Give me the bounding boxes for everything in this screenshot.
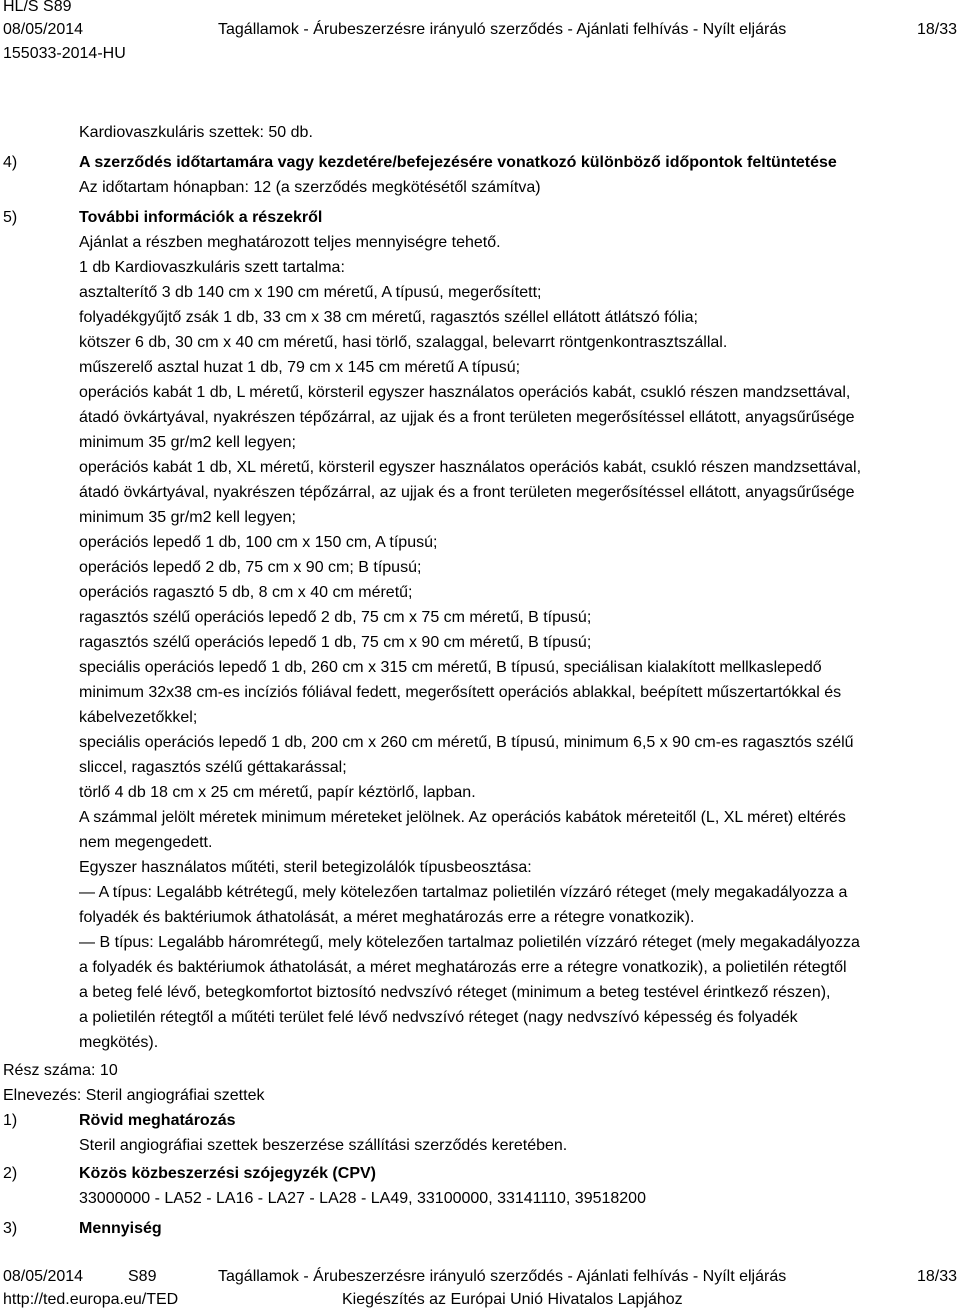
text-line: asztalterítő 3 db 140 cm x 190 cm méretű, A típusú, megerősített; (79, 284, 542, 301)
header-notice-id: 155033-2014-HU (3, 45, 126, 62)
text-line: nem megengedett. (79, 834, 213, 851)
text-line: operációs ragasztó 5 db, 8 cm x 40 cm méretű; (79, 584, 413, 601)
text-line: a folyadék és baktériumok áthatolását, a méret meghatározás erre a rétegre vonatkozik), a polietilén rétegtől (79, 959, 847, 976)
text-line: Kardiovaszkuláris szettek: 50 db. (79, 124, 313, 141)
section-number: 3) (3, 1220, 18, 1237)
text-line: folyadékgyűjtő zsák 1 db, 33 cm x 38 cm méretű, ragasztós széllel ellátott átlátszó fólia; (79, 309, 698, 326)
header-code: HL/S S89 (3, 0, 72, 15)
section-heading: A szerződés időtartamára vagy kezdetére/befejezésére vonatkozó különböző időpontok feltüntetése (79, 154, 837, 171)
text-line: speciális operációs lepedő 1 db, 260 cm x 315 cm méretű, B típusú, speciálisan kialakított mellkaslepedő (79, 659, 822, 676)
text-line: A számmal jelölt méretek minimum méreteket jelölnek. Az operációs kabátok méreteitől (L, XL méret) eltérés (79, 809, 846, 826)
text-line: Steril angiográfiai szettek beszerzése szállítási szerződés keretében. (79, 1137, 568, 1154)
text-line: operációs kabát 1 db, XL méretű, körsteril egyszer használatos operációs kabát, csukló részen mandzsettával, (79, 459, 862, 476)
header-date: 08/05/2014 (3, 21, 84, 38)
footer-date: 08/05/2014 (3, 1268, 84, 1285)
text-line: 33000000 - LA52 - LA16 - LA27 - LA28 - LA49, 33100000, 33141110, 39518200 (79, 1190, 646, 1207)
text-line: — B típus: Legalább háromrétegű, mely kötelezően tartalmaz polietilén vízzáró réteget (mely megakadályozza (79, 934, 860, 951)
text-line: operációs kabát 1 db, L méretű, körsteril egyszer használatos operációs kabát, csukló részen mandzsettával, (79, 384, 851, 401)
text-line: megkötés). (79, 1034, 159, 1051)
section-heading: Közös közbeszerzési szójegyzék (CPV) (79, 1165, 376, 1182)
text-line: átadó övkártyával, nyakrészen tépőzárral, az ujjak és a front területen megerősítéssel ellátott, anyagsűrűsége (79, 484, 855, 501)
text-line: átadó övkártyával, nyakrészen tépőzárral, az ujjak és a front területen megerősítéssel ellátott, anyagsűrűsége (79, 409, 855, 426)
text-line: — A típus: Legalább kétrétegű, mely kötelezően tartalmaz polietilén vízzáró réteget (mely megakadályozza a (79, 884, 848, 901)
text-line: ragasztós szélű operációs lepedő 2 db, 75 cm x 75 cm méretű, B típusú; (79, 609, 592, 626)
section-number: 1) (3, 1112, 18, 1129)
text-line: minimum 35 gr/m2 kell legyen; (79, 509, 296, 526)
text-line: folyadék és baktériumok áthatolását, a méret meghatározás erre a rétegre vonatkozik). (79, 909, 695, 926)
text-line: Ajánlat a részben meghatározott teljes mennyiségre tehető. (79, 234, 501, 251)
text-line: speciális operációs lepedő 1 db, 200 cm x 260 cm méretű, B típusú, minimum 6,5 x 90 cm-es ragasztós szélű (79, 734, 854, 751)
header-page-number: 18/33 (916, 21, 957, 38)
footer-title: Tagállamok - Árubeszerzésre irányuló szerződés - Ajánlati felhívás - Nyílt eljárás (218, 1268, 787, 1285)
text-line: 1 db Kardiovaszkuláris szett tartalma: (79, 259, 345, 276)
part-number: Rész száma: 10 (3, 1062, 118, 1079)
text-line: Az időtartam hónapban: 12 (a szerződés megkötésétől számítva) (79, 179, 541, 196)
text-line: Egyszer használatos műtéti, steril betegizolálók típusbeosztása: (79, 859, 532, 876)
section-heading: További információk a részekről (79, 209, 323, 226)
footer-url: http://ted.europa.eu/TED (3, 1291, 179, 1308)
part-name: Elnevezés: Steril angiográfiai szettek (3, 1087, 265, 1104)
footer-code: S89 (128, 1268, 157, 1285)
text-line: a beteg felé lévő, betegkomfortot biztosító nedvszívó réteget (minimum a beteg testével érintkező részen), (79, 984, 831, 1001)
section-heading: Rövid meghatározás (79, 1112, 236, 1129)
text-line: ragasztós szélű operációs lepedő 1 db, 75 cm x 90 cm méretű, B típusú; (79, 634, 592, 651)
text-line: operációs lepedő 2 db, 75 cm x 90 cm; B típusú; (79, 559, 422, 576)
text-line: a polietilén rétegtől a műtéti terület felé lévő nedvszívó réteget (nagy nedvszívó képesség és folyadék (79, 1009, 798, 1026)
text-line: kábelvezetőkkel; (79, 709, 198, 726)
text-line: minimum 32x38 cm-es incíziós fóliával fedett, megerősített operációs ablakkal, beépített műszertartókkal és (79, 684, 842, 701)
footer-publisher: Kiegészítés az Európai Unió Hivatalos Lapjához (342, 1291, 683, 1308)
section-number: 4) (3, 154, 18, 171)
section-number: 5) (3, 209, 18, 226)
text-line: műszerelő asztal huzat 1 db, 79 cm x 145 cm méretű A típusú; (79, 359, 521, 376)
text-line: minimum 35 gr/m2 kell legyen; (79, 434, 296, 451)
text-line: sliccel, ragasztós szélű géttakarással; (79, 759, 347, 776)
section-number: 2) (3, 1165, 18, 1182)
text-line: törlő 4 db 18 cm x 25 cm méretű, papír kéztörlő, lapban. (79, 784, 476, 801)
text-line: kötszer 6 db, 30 cm x 40 cm méretű, hasi törlő, szalaggal, belevarrt röntgenkontrasztszállal. (79, 334, 728, 351)
text-line: operációs lepedő 1 db, 100 cm x 150 cm, A típusú; (79, 534, 438, 551)
footer-page-number: 18/33 (916, 1268, 957, 1285)
section-heading: Mennyiség (79, 1220, 162, 1237)
header-title: Tagállamok - Árubeszerzésre irányuló szerződés - Ajánlati felhívás - Nyílt eljárás (218, 21, 787, 38)
